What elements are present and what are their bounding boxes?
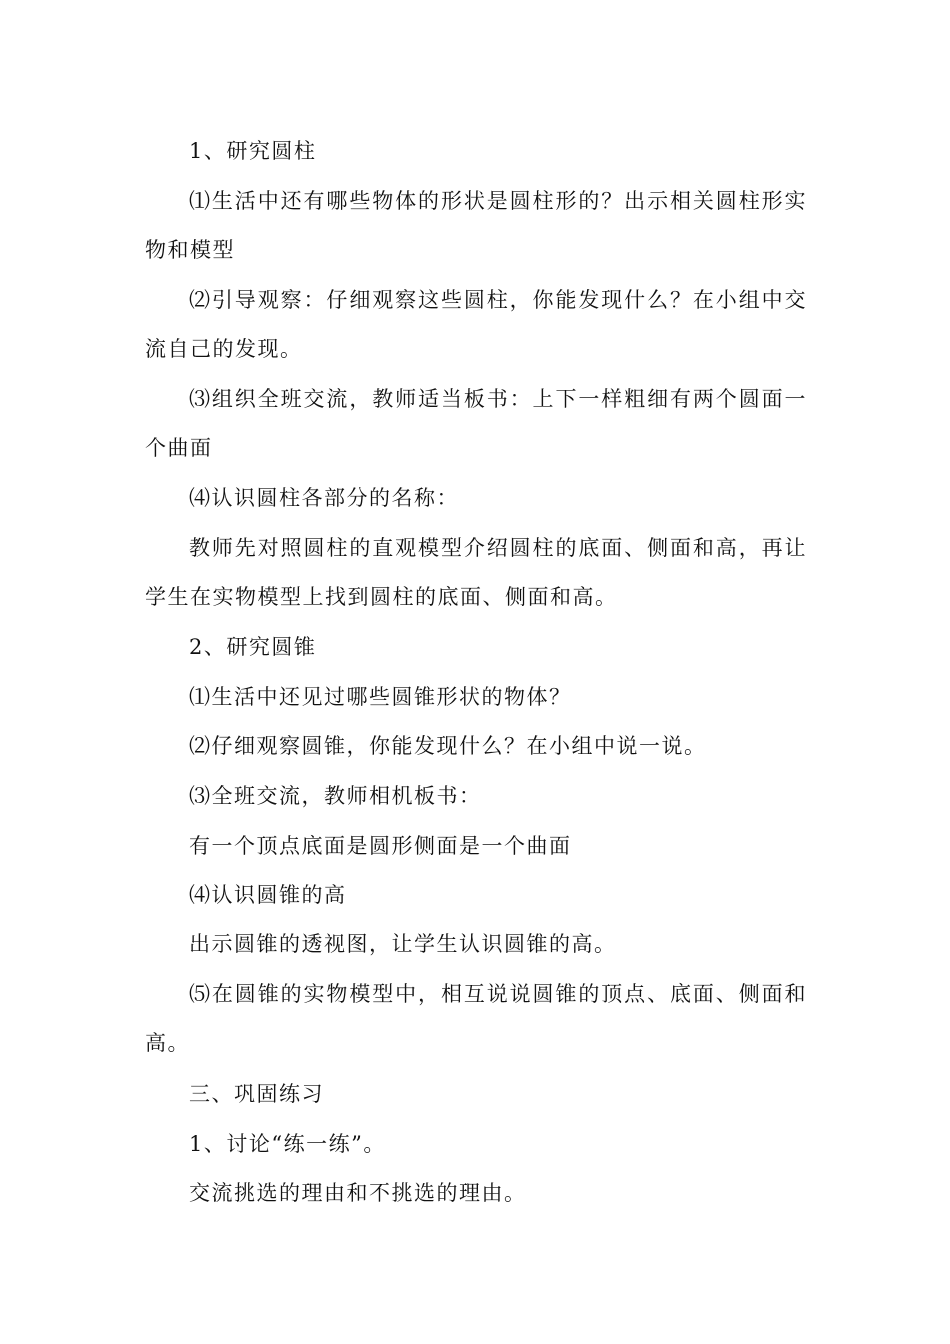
- paragraph-perspective-view: 出示圆锥的透视图，让学生认识圆锥的高。: [189, 932, 617, 956]
- heading-study-cylinder: 1、研究圆柱: [189, 139, 317, 163]
- paragraph-cone-exchange: ⑶全班交流，教师相机板书：: [189, 784, 482, 808]
- paragraph-teacher-introduce: 教师先对照圆柱的直观模型介绍圆柱的底面、侧面和高，再让学生在实物模型上找到圆柱的底面、侧面和高。: [145, 536, 807, 609]
- heading-consolidation-practice: 三、巩固练习: [189, 1082, 324, 1106]
- paragraph-guide-observation: ⑵引导观察：仔细观察这些圆柱，你能发现什么？在小组中交流自己的发现。: [145, 288, 807, 361]
- paragraph-cone-model: ⑸在圆锥的实物模型中，相互说说圆锥的顶点、底面、侧面和高。: [145, 982, 807, 1055]
- paragraph-class-exchange: ⑶组织全班交流，教师适当板书：上下一样粗细有两个圆面一个曲面: [145, 387, 807, 460]
- paragraph-cone-features: 有一个顶点底面是圆形侧面是一个曲面: [189, 834, 572, 858]
- paragraph-observe-cone: ⑵仔细观察圆锥，你能发现什么？在小组中说一说。: [189, 734, 707, 758]
- paragraph-cylinder-parts: ⑷认识圆柱各部分的名称：: [189, 486, 459, 510]
- paragraph-cylinder-objects: ⑴生活中还有哪些物体的形状是圆柱形的？出示相关圆柱形实物和模型: [145, 189, 807, 262]
- paragraph-cone-height: ⑷认识圆锥的高: [189, 883, 347, 907]
- paragraph-cone-objects: ⑴生活中还见过哪些圆锥形状的物体？: [189, 685, 572, 709]
- paragraph-exchange-reasons: 交流挑选的理由和不挑选的理由。: [189, 1181, 527, 1205]
- heading-study-cone: 2、研究圆锥: [189, 635, 317, 659]
- paragraph-discuss-practice: 1、讨论“练一练”。: [189, 1132, 386, 1156]
